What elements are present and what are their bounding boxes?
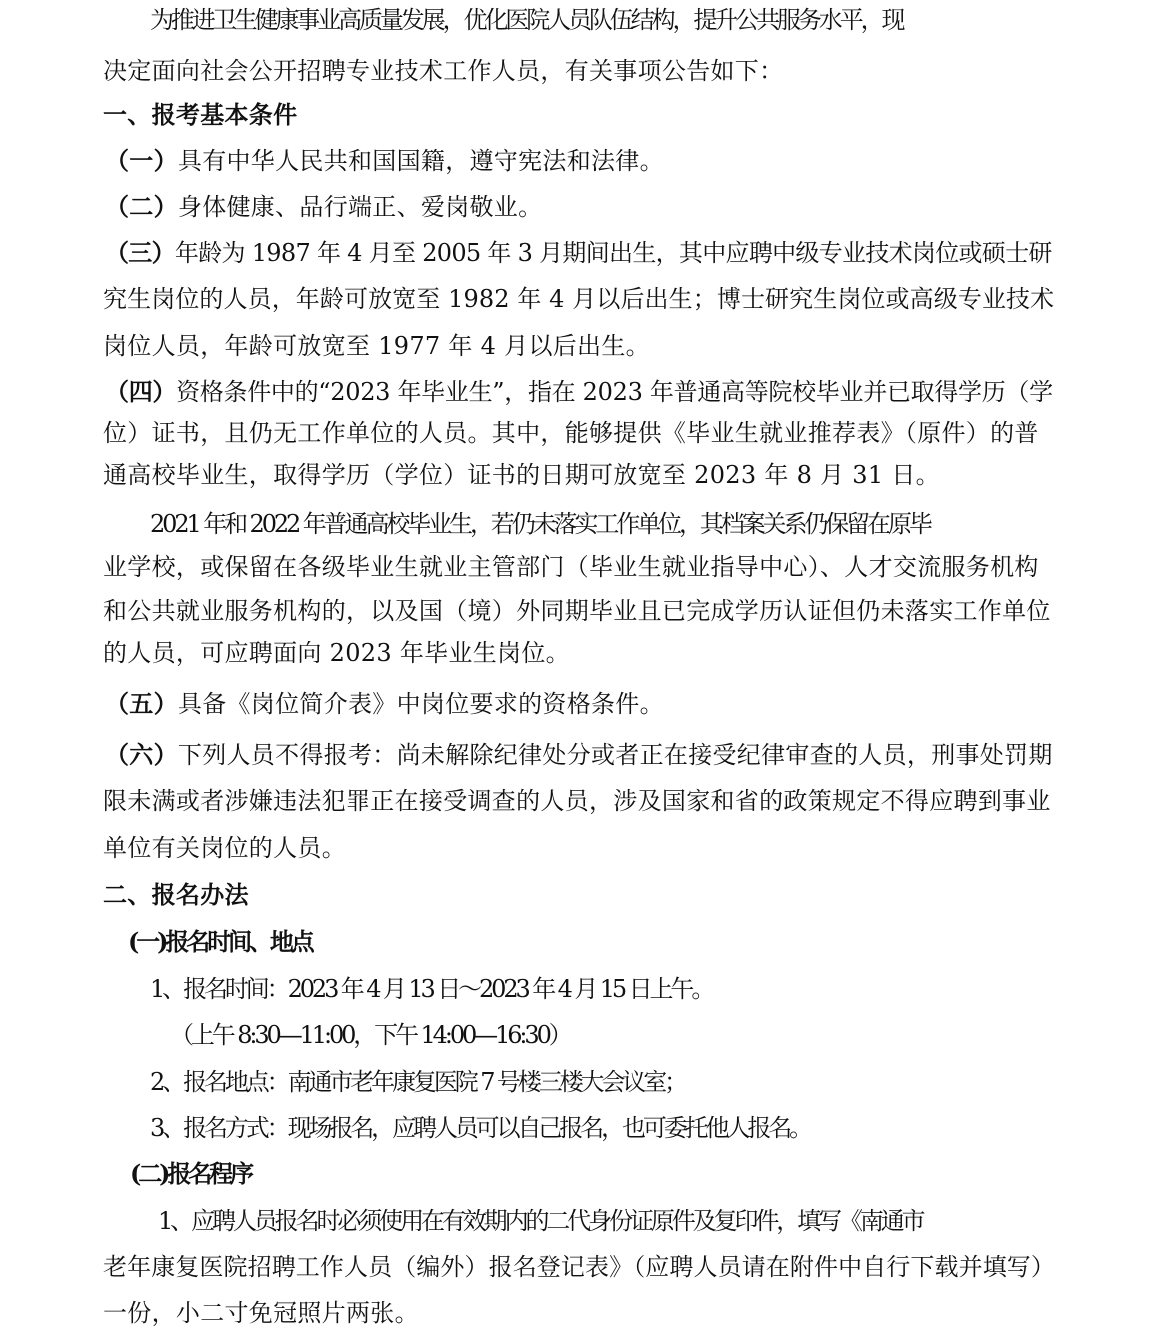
subsection-2-heading: (二)报名程序 (130, 1159, 252, 1188)
condition-4-line-1 (105, 377, 1053, 407)
registration-method: 3、报名方式：现场报名，应聘人员可以自己报名，也可委托他人报名。 (150, 1114, 811, 1142)
registration-hours: （上午 8:30—11:00，下午 14:00—16:30） (170, 1021, 570, 1049)
intro-line-2: 决定面向社会公开招聘专业技术工作人员，有关事项公告如下： (103, 57, 784, 85)
section-2-heading: 二、报名办法 (103, 880, 249, 909)
condition-1-number: （一） (105, 146, 178, 175)
procedure-line-1: 1、应聘人员报名时必须使用在有效期内的二代身份证原件及复印件，填写《南通市 (158, 1207, 923, 1235)
condition-3-line-1 (105, 238, 1053, 268)
section-1-heading: 一、报考基本条件 (103, 100, 298, 129)
condition-2-number: （二） (105, 192, 178, 221)
condition-6-line-1 (105, 740, 1053, 770)
condition-3-number: （三） (105, 238, 175, 267)
condition-6-line-3: 单位有关岗位的人员。 (103, 834, 346, 862)
procedure-line-2: 老年康复医院招聘工作人员（编外）报名登记表》（应聘人员请在附件中自行下载并填写） (103, 1253, 1055, 1281)
condition-4-text-1: 资格条件中的“2023 年毕业生”，指在 2023 年普通高等院校毕业并已取得学历（学 (176, 378, 1053, 406)
condition-3-line-2: 究生岗位的人员，年龄可放宽至 1982 年 4 月以后出生；博士研究生岗位或高级专业技术 (103, 285, 1055, 313)
condition-5 (105, 689, 1053, 719)
registration-time: 1、报名时间：2023 年 4 月 13 日～2023 年 4 月 15 日上午。 (150, 975, 713, 1003)
subsection-1-heading: (一)报名时间、地点 (128, 927, 312, 956)
condition-1 (105, 146, 1053, 176)
graduates-2021-line-3: 和公共就业服务机构的，以及国（境）外同期毕业且已完成学历认证但仍未落实工作单位 (103, 597, 1051, 625)
condition-2 (105, 192, 1053, 222)
condition-3-text-1: 年龄为 1987 年 4 月至 2005 年 3 月期间出生，其中应聘中级专业技术岗位或硕士研 (174, 239, 1052, 267)
condition-6-number: （六） (105, 740, 178, 769)
condition-5-text: 具备《岗位简介表》中岗位要求的资格条件。 (177, 690, 664, 718)
intro-line-1: 为推进卫生健康事业高质量发展，优化医院人员队伍结构，提升公共服务水平，现 (150, 6, 903, 34)
graduates-2021-line-4: 的人员，可应聘面向 2023 年毕业生岗位。 (103, 639, 570, 667)
condition-6-text-1: 下列人员不得报考：尚未解除纪律处分或者正在接受纪律审查的人员，刑事处罚期 (177, 741, 1053, 769)
graduates-2021-line-1: 2021 年和 2022 年普通高校毕业生，若仍未落实工作单位，其档案关系仍保留在原毕 (150, 510, 930, 538)
condition-3-line-3: 岗位人员，年龄可放宽至 1977 年 4 月以后出生。 (103, 332, 650, 360)
condition-5-number: （五） (105, 689, 178, 718)
registration-place: 2、报名地点：南通市老年康复医院 7 号楼三楼大会议室； (150, 1068, 685, 1096)
condition-4-line-2: 位）证书，且仍无工作单位的人员。其中，能够提供《毕业生就业推荐表》（原件）的普 (103, 419, 1039, 447)
graduates-2021-line-2: 业学校，或保留在各级毕业生就业主管部门（毕业生就业指导中心）、人才交流服务机构 (103, 553, 1039, 581)
condition-2-text: 身体健康、品行端正、爱岗敬业。 (177, 193, 543, 221)
condition-1-text: 具有中华人民共和国国籍，遵守宪法和法律。 (177, 147, 664, 175)
procedure-line-3: 一份，小二寸免冠照片两张。 (103, 1299, 419, 1327)
condition-4-number: （四） (105, 377, 177, 406)
condition-4-line-3: 通高校毕业生，取得学历（学位）证书的日期可放宽至 2023 年 8 月 31 日。 (103, 461, 940, 489)
condition-6-line-2: 限未满或者涉嫌违法犯罪正在接受调查的人员，涉及国家和省的政策规定不得应聘到事业 (103, 787, 1051, 815)
